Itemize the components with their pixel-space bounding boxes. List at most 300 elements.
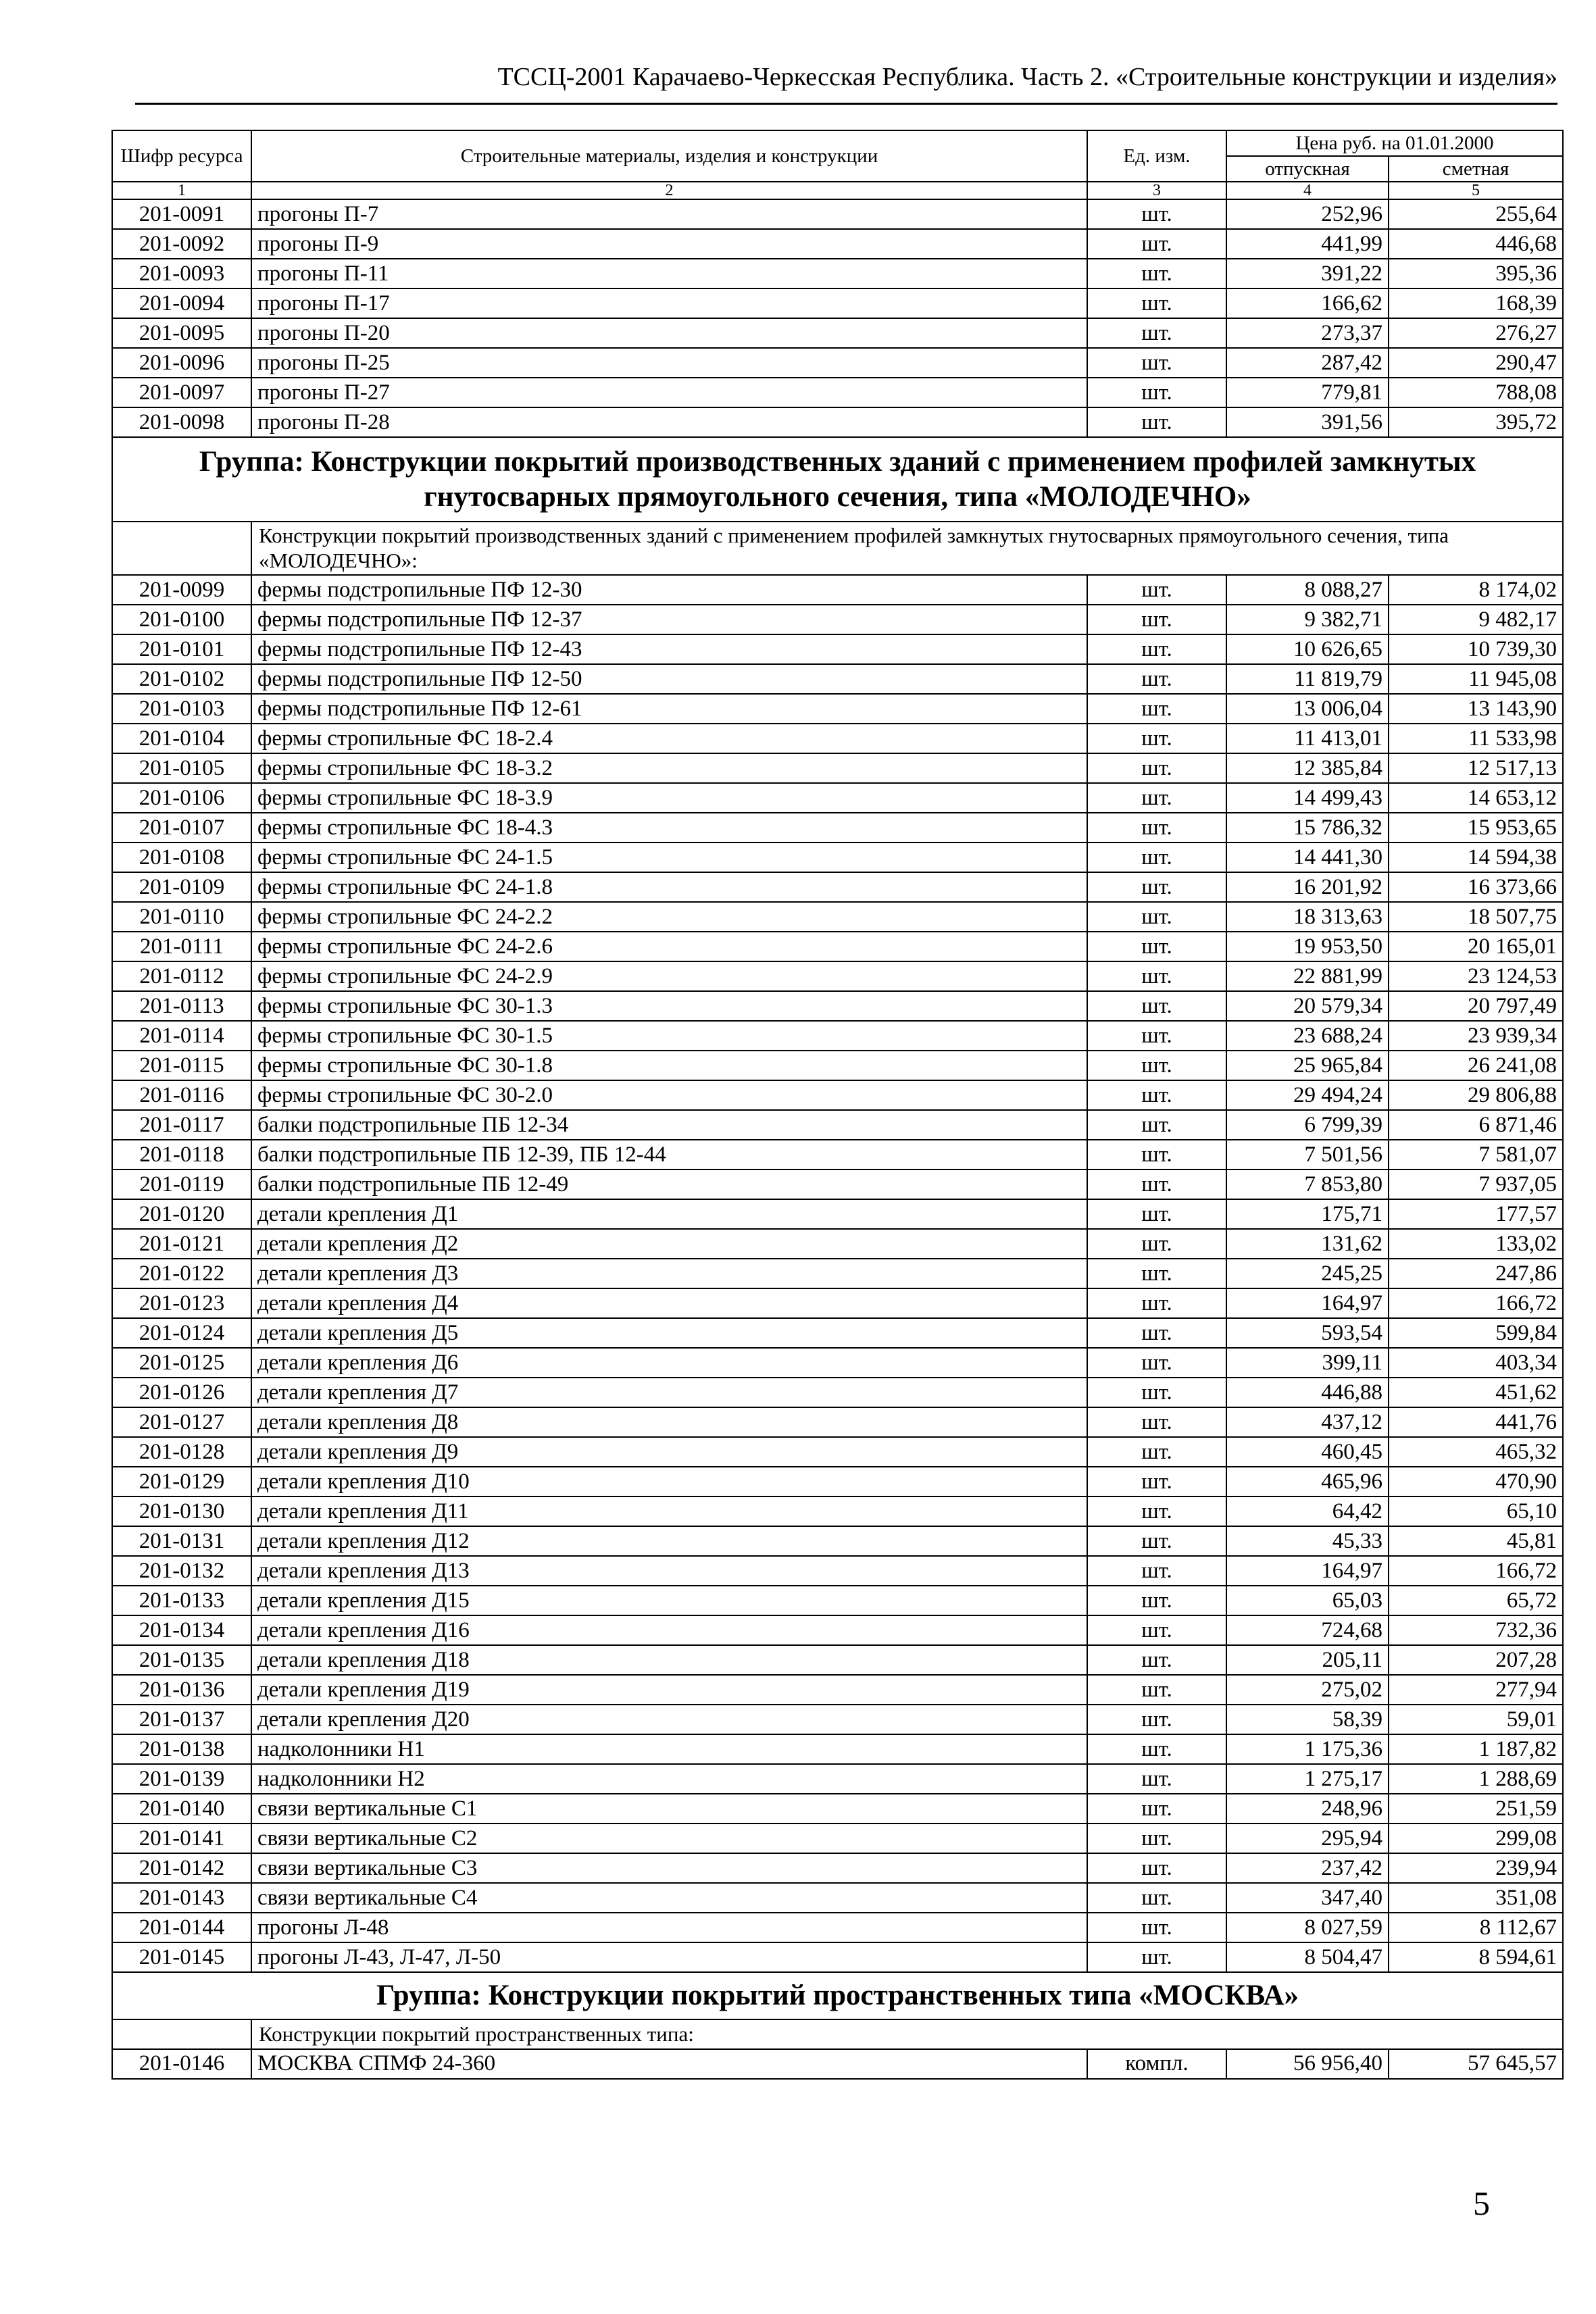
estimate-price: 45,81 <box>1389 1526 1563 1556</box>
resource-code: 201-0097 <box>112 378 251 407</box>
item-name: фермы подстропильные ПФ 12-50 <box>251 664 1087 694</box>
unit: шт. <box>1087 1110 1226 1140</box>
column-number: 2 <box>251 182 1087 199</box>
unit: шт. <box>1087 1496 1226 1526</box>
resource-code: 201-0138 <box>112 1734 251 1764</box>
unit: шт. <box>1087 288 1226 318</box>
resource-code: 201-0134 <box>112 1615 251 1645</box>
item-name: детали крепления Д12 <box>251 1526 1087 1556</box>
resource-code: 201-0129 <box>112 1467 251 1496</box>
table-row <box>112 783 1563 813</box>
table-row <box>112 1645 1563 1675</box>
release-price: 45,33 <box>1226 1526 1389 1556</box>
unit: шт. <box>1087 1051 1226 1080</box>
release-price: 58,39 <box>1226 1705 1389 1734</box>
estimate-price: 403,34 <box>1389 1348 1563 1378</box>
unit: шт. <box>1087 1586 1226 1615</box>
release-price: 245,25 <box>1226 1259 1389 1288</box>
table-row <box>112 1199 1563 1229</box>
release-price: 399,11 <box>1226 1348 1389 1378</box>
item-name: детали крепления Д11 <box>251 1496 1087 1526</box>
estimate-price: 12 517,13 <box>1389 753 1563 783</box>
unit: шт. <box>1087 1288 1226 1318</box>
item-name: фермы стропильные ФС 30-1.3 <box>251 991 1087 1021</box>
group-intro-row <box>112 2019 1563 2049</box>
table-row <box>112 1229 1563 1259</box>
resource-code: 201-0100 <box>112 605 251 634</box>
estimate-price: 451,62 <box>1389 1378 1563 1407</box>
table-row <box>112 407 1563 437</box>
resource-code: 201-0102 <box>112 664 251 694</box>
resource-code: 201-0117 <box>112 1110 251 1140</box>
unit: шт. <box>1087 1615 1226 1645</box>
group-intro-row <box>112 522 1563 575</box>
table-row <box>112 961 1563 991</box>
group-title-row <box>112 1972 1563 2019</box>
table-row <box>112 1705 1563 1734</box>
unit: шт. <box>1087 199 1226 229</box>
release-price: 10 626,65 <box>1226 634 1389 664</box>
resource-code: 201-0114 <box>112 1021 251 1051</box>
estimate-price: 20 165,01 <box>1389 932 1563 961</box>
estimate-price: 276,27 <box>1389 318 1563 348</box>
table-row <box>112 1169 1563 1199</box>
resource-code: 201-0105 <box>112 753 251 783</box>
unit: шт. <box>1087 664 1226 694</box>
estimate-price: 26 241,08 <box>1389 1051 1563 1080</box>
estimate-price: 23 939,34 <box>1389 1021 1563 1051</box>
estimate-price: 14 594,38 <box>1389 842 1563 872</box>
header-unit: Ед. изм. <box>1087 130 1226 182</box>
release-price: 12 385,84 <box>1226 753 1389 783</box>
estimate-price: 57 645,57 <box>1389 2049 1563 2079</box>
item-name: детали крепления Д18 <box>251 1645 1087 1675</box>
unit: шт. <box>1087 575 1226 605</box>
release-price: 7 501,56 <box>1226 1140 1389 1169</box>
item-name: детали крепления Д15 <box>251 1586 1087 1615</box>
estimate-price: 14 653,12 <box>1389 783 1563 813</box>
unit: шт. <box>1087 1823 1226 1853</box>
table-row <box>112 1734 1563 1764</box>
table-row <box>112 1080 1563 1110</box>
resource-code: 201-0095 <box>112 318 251 348</box>
table-row <box>112 1556 1563 1586</box>
release-price: 248,96 <box>1226 1794 1389 1823</box>
item-name: детали крепления Д20 <box>251 1705 1087 1734</box>
item-name: связи вертикальные С2 <box>251 1823 1087 1853</box>
unit: шт. <box>1087 1526 1226 1556</box>
header-rule <box>135 103 1557 105</box>
item-name: балки подстропильные ПБ 12-34 <box>251 1110 1087 1140</box>
item-name: МОСКВА СПМФ 24-360 <box>251 2049 1087 2079</box>
estimate-price: 8 174,02 <box>1389 575 1563 605</box>
item-name: фермы стропильные ФС 18-4.3 <box>251 813 1087 842</box>
estimate-price: 395,36 <box>1389 259 1563 288</box>
table-row <box>112 1110 1563 1140</box>
table-row <box>112 932 1563 961</box>
table-row <box>112 1615 1563 1645</box>
estimate-price: 18 507,75 <box>1389 902 1563 932</box>
resource-code: 201-0127 <box>112 1407 251 1437</box>
item-name: детали крепления Д3 <box>251 1259 1087 1288</box>
item-name: фермы стропильные ФС 24-1.8 <box>251 872 1087 902</box>
resource-code: 201-0093 <box>112 259 251 288</box>
item-name: связи вертикальные С4 <box>251 1883 1087 1913</box>
release-price: 460,45 <box>1226 1437 1389 1467</box>
item-name: детали крепления Д6 <box>251 1348 1087 1378</box>
resource-code: 201-0091 <box>112 199 251 229</box>
page-number: 5 <box>1473 2184 1490 2222</box>
resource-code: 201-0112 <box>112 961 251 991</box>
estimate-price: 599,84 <box>1389 1318 1563 1348</box>
estimate-price: 20 797,49 <box>1389 991 1563 1021</box>
item-name: прогоны П-27 <box>251 378 1087 407</box>
table-row <box>112 1794 1563 1823</box>
release-price: 205,11 <box>1226 1645 1389 1675</box>
release-price: 446,88 <box>1226 1378 1389 1407</box>
table-row <box>112 348 1563 378</box>
item-name: прогоны П-28 <box>251 407 1087 437</box>
item-name: детали крепления Д9 <box>251 1437 1087 1467</box>
release-price: 22 881,99 <box>1226 961 1389 991</box>
group-title: Группа: Конструкции покрытий пространственных типа «МОСКВА» <box>112 1972 1563 2019</box>
unit: шт. <box>1087 1407 1226 1437</box>
unit: шт. <box>1087 1883 1226 1913</box>
item-name: детали крепления Д1 <box>251 1199 1087 1229</box>
estimate-price: 395,72 <box>1389 407 1563 437</box>
estimate-price: 465,32 <box>1389 1437 1563 1467</box>
group-title: Группа: Конструкции покрытий производственных зданий с применением профилей замкнутых гнутосварных прямоугольного сечения, типа «МОЛОДЕЧНО» <box>112 437 1563 522</box>
resource-code: 201-0120 <box>112 1199 251 1229</box>
unit: шт. <box>1087 991 1226 1021</box>
estimate-price: 65,10 <box>1389 1496 1563 1526</box>
table-row <box>112 1942 1563 1972</box>
unit: шт. <box>1087 902 1226 932</box>
item-name: фермы подстропильные ПФ 12-61 <box>251 694 1087 724</box>
release-price: 64,42 <box>1226 1496 1389 1526</box>
column-number-row <box>112 182 1563 199</box>
unit: шт. <box>1087 605 1226 634</box>
group-intro: Конструкции покрытий пространственных типа: <box>251 2019 1563 2049</box>
release-price: 1 175,36 <box>1226 1734 1389 1764</box>
resource-code: 201-0122 <box>112 1259 251 1288</box>
item-name: детали крепления Д16 <box>251 1615 1087 1645</box>
unit: шт. <box>1087 1259 1226 1288</box>
release-price: 437,12 <box>1226 1407 1389 1437</box>
table-header-row-1 <box>112 130 1563 156</box>
price-table <box>111 130 1564 2080</box>
estimate-price: 6 871,46 <box>1389 1110 1563 1140</box>
column-number: 1 <box>112 182 251 199</box>
release-price: 18 313,63 <box>1226 902 1389 932</box>
header-price: Цена руб. на 01.01.2000 <box>1226 130 1563 156</box>
table-row <box>112 1586 1563 1615</box>
release-price: 23 688,24 <box>1226 1021 1389 1051</box>
unit: шт. <box>1087 229 1226 259</box>
unit: шт. <box>1087 318 1226 348</box>
estimate-price: 7 937,05 <box>1389 1169 1563 1199</box>
estimate-price: 11 533,98 <box>1389 724 1563 753</box>
item-name: фермы стропильные ФС 24-2.9 <box>251 961 1087 991</box>
resource-code: 201-0098 <box>112 407 251 437</box>
table-row <box>112 1467 1563 1496</box>
resource-code: 201-0099 <box>112 575 251 605</box>
resource-code: 201-0139 <box>112 1764 251 1794</box>
item-name: детали крепления Д19 <box>251 1675 1087 1705</box>
estimate-price: 65,72 <box>1389 1586 1563 1615</box>
estimate-price: 446,68 <box>1389 229 1563 259</box>
resource-code: 201-0137 <box>112 1705 251 1734</box>
item-name: фермы стропильные ФС 24-1.5 <box>251 842 1087 872</box>
item-name: прогоны Л-43, Л-47, Л-50 <box>251 1942 1087 1972</box>
resource-code: 201-0096 <box>112 348 251 378</box>
table-row <box>112 1675 1563 1705</box>
estimate-price: 166,72 <box>1389 1556 1563 1586</box>
table-row <box>112 1407 1563 1437</box>
release-price: 391,22 <box>1226 259 1389 288</box>
estimate-price: 15 953,65 <box>1389 813 1563 842</box>
resource-code: 201-0106 <box>112 783 251 813</box>
item-name: связи вертикальные С3 <box>251 1853 1087 1883</box>
unit: шт. <box>1087 1021 1226 1051</box>
resource-code: 201-0107 <box>112 813 251 842</box>
table-row <box>112 1526 1563 1556</box>
estimate-price: 11 945,08 <box>1389 664 1563 694</box>
table-row <box>112 724 1563 753</box>
unit: шт. <box>1087 1794 1226 1823</box>
item-name: фермы стропильные ФС 24-2.6 <box>251 932 1087 961</box>
table-row <box>112 1051 1563 1080</box>
resource-code: 201-0131 <box>112 1526 251 1556</box>
table-row <box>112 902 1563 932</box>
table-row <box>112 605 1563 634</box>
item-name: прогоны П-7 <box>251 199 1087 229</box>
item-name: детали крепления Д10 <box>251 1467 1087 1496</box>
release-price: 131,62 <box>1226 1229 1389 1259</box>
running-title: ТССЦ-2001 Карачаево-Черкесская Республика. Часть 2. «Строительные конструкции и изделия» <box>497 63 1557 91</box>
table-row <box>112 2049 1563 2079</box>
release-price: 252,96 <box>1226 199 1389 229</box>
table-row <box>112 664 1563 694</box>
table-row <box>112 1823 1563 1853</box>
estimate-price: 16 373,66 <box>1389 872 1563 902</box>
header-estimate-price: сметная <box>1389 156 1563 182</box>
table-row <box>112 1021 1563 1051</box>
estimate-price: 441,76 <box>1389 1407 1563 1437</box>
table-row <box>112 1496 1563 1526</box>
table-row <box>112 199 1563 229</box>
item-name: прогоны П-20 <box>251 318 1087 348</box>
unit: шт. <box>1087 813 1226 842</box>
item-name: надколонники Н1 <box>251 1734 1087 1764</box>
resource-code: 201-0119 <box>112 1169 251 1199</box>
table-row <box>112 634 1563 664</box>
resource-code: 201-0094 <box>112 288 251 318</box>
estimate-price: 732,36 <box>1389 1615 1563 1645</box>
release-price: 593,54 <box>1226 1318 1389 1348</box>
estimate-price: 299,08 <box>1389 1823 1563 1853</box>
table-row <box>112 575 1563 605</box>
unit: шт. <box>1087 932 1226 961</box>
unit: компл. <box>1087 2049 1226 2079</box>
release-price: 237,42 <box>1226 1853 1389 1883</box>
release-price: 779,81 <box>1226 378 1389 407</box>
estimate-price: 59,01 <box>1389 1705 1563 1734</box>
release-price: 347,40 <box>1226 1883 1389 1913</box>
release-price: 11 413,01 <box>1226 724 1389 753</box>
resource-code: 201-0104 <box>112 724 251 753</box>
unit: шт. <box>1087 783 1226 813</box>
resource-code: 201-0092 <box>112 229 251 259</box>
resource-code: 201-0109 <box>112 872 251 902</box>
intro-empty-cell <box>112 2019 251 2049</box>
item-name: прогоны П-9 <box>251 229 1087 259</box>
release-price: 14 441,30 <box>1226 842 1389 872</box>
release-price: 8 088,27 <box>1226 575 1389 605</box>
item-name: фермы стропильные ФС 18-3.2 <box>251 753 1087 783</box>
table-row <box>112 229 1563 259</box>
unit: шт. <box>1087 1199 1226 1229</box>
table-row <box>112 1853 1563 1883</box>
estimate-price: 788,08 <box>1389 378 1563 407</box>
item-name: прогоны П-25 <box>251 348 1087 378</box>
item-name: фермы стропильные ФС 30-1.8 <box>251 1051 1087 1080</box>
release-price: 164,97 <box>1226 1556 1389 1586</box>
release-price: 1 275,17 <box>1226 1764 1389 1794</box>
release-price: 25 965,84 <box>1226 1051 1389 1080</box>
release-price: 11 819,79 <box>1226 664 1389 694</box>
unit: шт. <box>1087 1467 1226 1496</box>
unit: шт. <box>1087 1675 1226 1705</box>
table-row <box>112 1883 1563 1913</box>
item-name: фермы подстропильные ПФ 12-37 <box>251 605 1087 634</box>
resource-code: 201-0121 <box>112 1229 251 1259</box>
resource-code: 201-0124 <box>112 1318 251 1348</box>
table-row <box>112 813 1563 842</box>
release-price: 13 006,04 <box>1226 694 1389 724</box>
unit: шт. <box>1087 1705 1226 1734</box>
item-name: детали крепления Д8 <box>251 1407 1087 1437</box>
estimate-price: 247,86 <box>1389 1259 1563 1288</box>
release-price: 164,97 <box>1226 1288 1389 1318</box>
column-number: 3 <box>1087 182 1226 199</box>
estimate-price: 13 143,90 <box>1389 694 1563 724</box>
table-row <box>112 1348 1563 1378</box>
table-row <box>112 318 1563 348</box>
table-row <box>112 1437 1563 1467</box>
estimate-price: 10 739,30 <box>1389 634 1563 664</box>
unit: шт. <box>1087 1229 1226 1259</box>
unit: шт. <box>1087 1169 1226 1199</box>
unit: шт. <box>1087 1764 1226 1794</box>
resource-code: 201-0133 <box>112 1586 251 1615</box>
unit: шт. <box>1087 694 1226 724</box>
estimate-price: 239,94 <box>1389 1853 1563 1883</box>
item-name: детали крепления Д4 <box>251 1288 1087 1318</box>
item-name: фермы стропильные ФС 30-1.5 <box>251 1021 1087 1051</box>
estimate-price: 470,90 <box>1389 1467 1563 1496</box>
item-name: надколонники Н2 <box>251 1764 1087 1794</box>
estimate-price: 277,94 <box>1389 1675 1563 1705</box>
unit: шт. <box>1087 634 1226 664</box>
estimate-price: 255,64 <box>1389 199 1563 229</box>
release-price: 8 027,59 <box>1226 1913 1389 1942</box>
header-name: Строительные материалы, изделия и конструкции <box>251 130 1087 182</box>
estimate-price: 29 806,88 <box>1389 1080 1563 1110</box>
unit: шт. <box>1087 259 1226 288</box>
item-name: фермы подстропильные ПФ 12-43 <box>251 634 1087 664</box>
item-name: связи вертикальные С1 <box>251 1794 1087 1823</box>
unit: шт. <box>1087 1140 1226 1169</box>
table-row <box>112 991 1563 1021</box>
release-price: 441,99 <box>1226 229 1389 259</box>
release-price: 9 382,71 <box>1226 605 1389 634</box>
resource-code: 201-0116 <box>112 1080 251 1110</box>
item-name: фермы стропильные ФС 24-2.2 <box>251 902 1087 932</box>
resource-code: 201-0135 <box>112 1645 251 1675</box>
unit: шт. <box>1087 1645 1226 1675</box>
unit: шт. <box>1087 724 1226 753</box>
release-price: 56 956,40 <box>1226 2049 1389 2079</box>
resource-code: 201-0113 <box>112 991 251 1021</box>
estimate-price: 251,59 <box>1389 1794 1563 1823</box>
release-price: 19 953,50 <box>1226 932 1389 961</box>
unit: шт. <box>1087 1348 1226 1378</box>
table-row <box>112 1318 1563 1348</box>
estimate-price: 290,47 <box>1389 348 1563 378</box>
estimate-price: 7 581,07 <box>1389 1140 1563 1169</box>
estimate-price: 1 187,82 <box>1389 1734 1563 1764</box>
table-row <box>112 378 1563 407</box>
release-price: 275,02 <box>1226 1675 1389 1705</box>
estimate-price: 23 124,53 <box>1389 961 1563 991</box>
resource-code: 201-0126 <box>112 1378 251 1407</box>
estimate-price: 9 482,17 <box>1389 605 1563 634</box>
table-row <box>112 694 1563 724</box>
resource-code: 201-0146 <box>112 2049 251 2079</box>
estimate-price: 8 594,61 <box>1389 1942 1563 1972</box>
table-row <box>112 1140 1563 1169</box>
unit: шт. <box>1087 1556 1226 1586</box>
table-row <box>112 1288 1563 1318</box>
release-price: 287,42 <box>1226 348 1389 378</box>
group-title-row <box>112 437 1563 522</box>
item-name: фермы стропильные ФС 30-2.0 <box>251 1080 1087 1110</box>
resource-code: 201-0108 <box>112 842 251 872</box>
item-name: прогоны Л-48 <box>251 1913 1087 1942</box>
unit: шт. <box>1087 753 1226 783</box>
unit: шт. <box>1087 1853 1226 1883</box>
table-row <box>112 753 1563 783</box>
release-price: 20 579,34 <box>1226 991 1389 1021</box>
estimate-price: 166,72 <box>1389 1288 1563 1318</box>
release-price: 465,96 <box>1226 1467 1389 1496</box>
item-name: прогоны П-11 <box>251 259 1087 288</box>
resource-code: 201-0130 <box>112 1496 251 1526</box>
table-row <box>112 1378 1563 1407</box>
release-price: 273,37 <box>1226 318 1389 348</box>
table-row <box>112 842 1563 872</box>
release-price: 15 786,32 <box>1226 813 1389 842</box>
unit: шт. <box>1087 1080 1226 1110</box>
release-price: 295,94 <box>1226 1823 1389 1853</box>
resource-code: 201-0128 <box>112 1437 251 1467</box>
resource-code: 201-0143 <box>112 1883 251 1913</box>
item-name: фермы стропильные ФС 18-3.9 <box>251 783 1087 813</box>
resource-code: 201-0141 <box>112 1823 251 1853</box>
item-name: фермы стропильные ФС 18-2.4 <box>251 724 1087 753</box>
unit: шт. <box>1087 1734 1226 1764</box>
